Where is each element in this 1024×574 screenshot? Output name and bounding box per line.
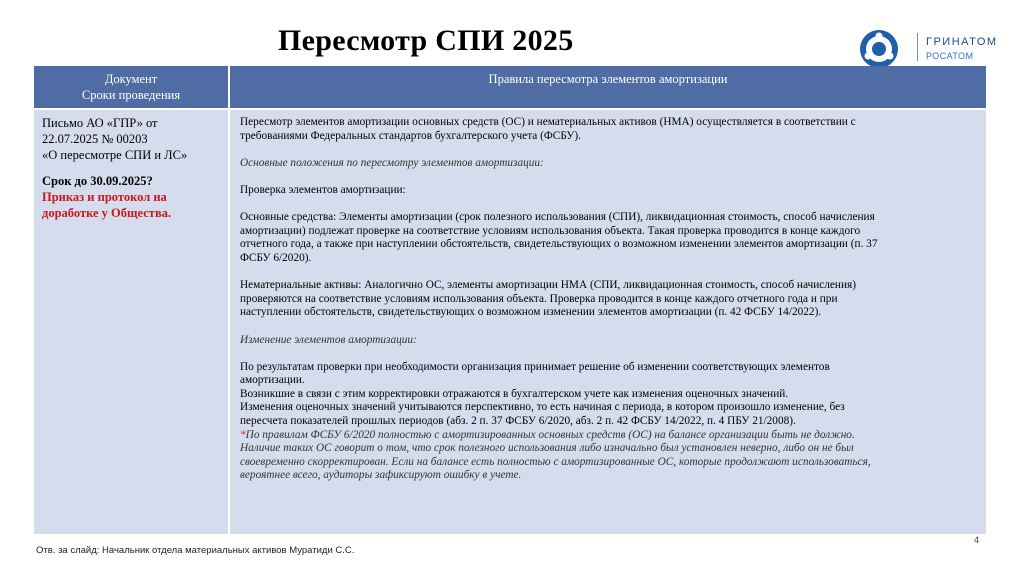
change-line-4: Изменения оценочных значений учитываются перспективно, то есть начиная с периода, в котором произошло изменение, без (240, 401, 845, 414)
logo-text-grinatom: ГРИНАТОМ (926, 36, 998, 48)
slide-footer: Отв. за слайд: Начальник отдела материальных активов Муратиди С.С. (36, 545, 355, 556)
document-cell (34, 110, 228, 534)
intangibles-line-3: наступлении обстоятельств, свидетельствующих о возможном изменении элементов амортизации (п. 42 ФСБУ 14/2022). (240, 306, 822, 319)
logo-divider (917, 33, 918, 61)
note-line-3: своевременно скорректирован. Если на балансе есть полностью с амортизированные ОС, которые продолжают использоваться, (240, 455, 871, 468)
section-change: Изменение элементов амортизации: (240, 333, 417, 346)
table-header-document (34, 66, 228, 108)
change-line-5: пересчета показателей прошлых периодов (абз. 2 п. 37 ФСБУ 6/2020, абз. 2 п. 42 ФСБУ 14/2022, п. 4 ПБУ 21/2008). (240, 415, 796, 428)
section-check: Проверка элементов амортизации: (240, 183, 406, 196)
logo-text-rosatom: РОСАТОМ (926, 51, 974, 61)
letter-line-1: Письмо АО «ГПР» от (42, 116, 158, 130)
slide-title: Пересмотр СПИ 2025 (278, 24, 574, 57)
fixed-assets-line-3: отчетного года, а также при наступлении обстоятельств, свидетельствующих о возможном изменении элементов амортизации (п. 37 (240, 238, 878, 251)
note-asterisk: * (240, 428, 246, 441)
note-line-2: Наличие таких ОС говорит о том, что срок полезного использования либо изначально был установлен неверно, либо он не был (240, 442, 854, 455)
header-document-label: Документ (104, 72, 158, 86)
deadline-text: Срок до 30.09.2025? (42, 174, 153, 188)
fixed-assets-line-2: амортизации) подлежат проверке на соответствие условиям использования объекта. Такая проверка проводится в конце каждого (240, 224, 861, 237)
status-note-line-2: доработке у Общества. (42, 206, 172, 220)
change-line-3: Возникшие в связи с этим корректировки отражаются в бухгалтерском учете как изменения оценочных значений. (240, 387, 789, 400)
table-header-rules (230, 66, 986, 108)
letter-line-2: 22.07.2025 № 00203 (42, 132, 148, 146)
intro-line-1: Пересмотр элементов амортизации основных средств (ОС) и нематериальных активов (НМА) осуществляется в соответствии с (240, 116, 856, 128)
status-note-line-1: Приказ и протокол на (42, 190, 167, 204)
section-main-provisions: Основные положения по пересмотру элементов амортизации: (240, 156, 544, 169)
intangibles-line-2: проверяются на соответствие условиям использования объекта. Проверка проводится в конце каждого отчетного года и при (240, 292, 838, 305)
intro-line-2: требованиями Федеральных стандартов бухгалтерского учета (ФСБУ). (240, 129, 582, 142)
note-line-1-text: По правилам ФСБУ 6/2020 полностью с амортизированных основных средств (ОС) на балансе организации быть не должно. (245, 428, 855, 441)
change-line-2: амортизации. (240, 374, 305, 387)
fixed-assets-line-1: Основные средства: Элементы амортизации (срок полезного использования (СПИ), ликвидационная стоимость, способ начисления (240, 211, 875, 224)
note-line-4: вероятнее всего, аудиторы зафиксируют ошибку в учете. (240, 469, 522, 482)
header-rules-label: Правила пересмотра элементов амортизации (488, 72, 728, 86)
note-line-1 (240, 429, 976, 443)
header-deadlines-label: Сроки проведения (81, 88, 181, 102)
change-line-1: По результатам проверки при необходимости организация принимает решение об изменении соответствующих элементов (240, 360, 830, 373)
rules-cell (230, 110, 986, 534)
fixed-assets-line-4: ФСБУ 6/2020). (240, 251, 312, 264)
letter-line-3: «О пересмотре СПИ и ЛС» (42, 148, 188, 162)
page-number: 4 (974, 535, 980, 545)
intangibles-line-1: Нематериальные активы: Аналогично ОС, элементы амортизации НМА (СПИ, ликвидационная стоимость, способ начисления) (240, 279, 856, 292)
